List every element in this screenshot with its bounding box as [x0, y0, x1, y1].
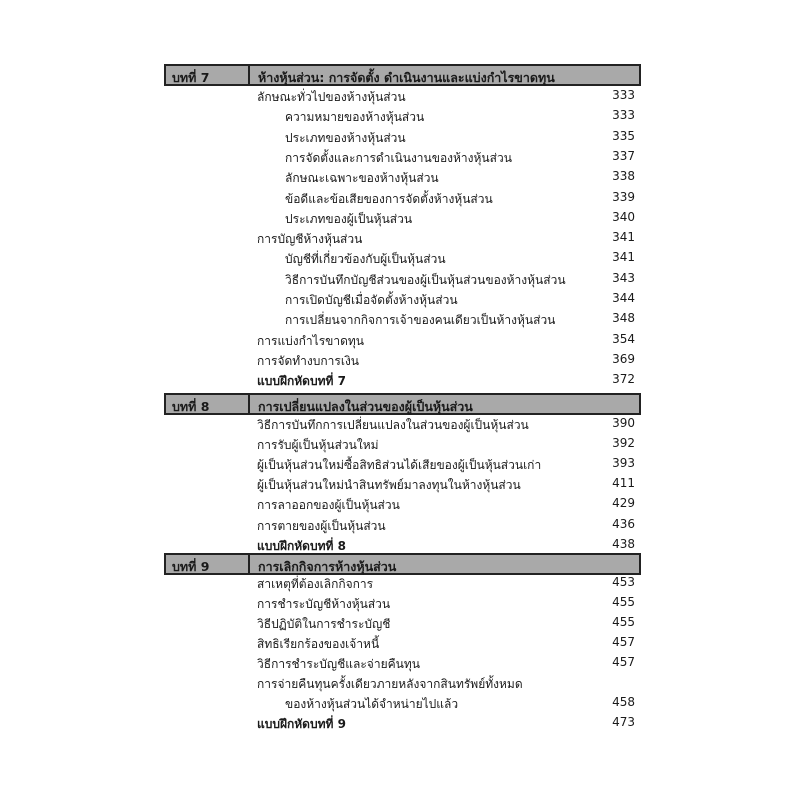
toc-entry — [285, 169, 635, 189]
chapter-number: บทที่ 9 — [172, 559, 210, 574]
entry-label: การบัญชีห้างหุ้นส่วน — [257, 232, 363, 247]
entry-page-number: 337 — [612, 148, 635, 163]
entry-page-number: 429 — [612, 496, 635, 511]
toc-entry — [257, 352, 635, 372]
toc-entry — [285, 149, 635, 169]
entry-page-number: 455 — [612, 615, 635, 629]
chapter-title: การเลิกกิจการห้างหุ้นส่วน — [258, 559, 397, 574]
chapter-header — [164, 393, 641, 415]
entry-label: ของห้างหุ้นส่วนได้จำหน่ายไปแล้ว — [285, 697, 459, 711]
entry-page-number: 333 — [612, 108, 635, 123]
entry-label: การจัดตั้งและการดำเนินงานของห้างหุ้นส่วน — [285, 150, 512, 165]
entry-label: การเปิดบัญชีเมื่อจัดตั้งห้างหุ้นส่วน — [285, 293, 458, 307]
entry-page-number: 411 — [612, 476, 635, 491]
entry-label: บัญชีที่เกี่ยวข้องกับผู้เป็นหุ้นส่วน — [285, 252, 446, 267]
entry-page-number: 457 — [612, 635, 635, 649]
chapter-divider — [248, 555, 250, 573]
entry-label: การรับผู้เป็นหุ้นส่วนใหม่ — [257, 438, 379, 453]
chapter-title: การเปลี่ยนแปลงในส่วนของผู้เป็นหุ้นส่วน — [258, 399, 473, 414]
toc-entry — [285, 190, 635, 210]
entry-page-number: 341 — [612, 250, 635, 265]
entry-label: แบบฝึกหัดบทที่ 8 — [257, 538, 346, 553]
toc-entry — [285, 291, 635, 311]
entry-label: ประเภทของห้างหุ้นส่วน — [285, 130, 406, 145]
toc-entry — [285, 108, 635, 128]
entry-label: การตายของผู้เป็นหุ้นส่วน — [257, 518, 386, 533]
chapter-header — [164, 553, 641, 575]
entry-page-number: 335 — [612, 128, 635, 143]
toc-entry — [257, 517, 635, 537]
entry-page-number: 340 — [612, 209, 635, 224]
entry-page-number: 341 — [612, 230, 635, 245]
toc-entry — [285, 695, 635, 715]
entry-label: แบบฝึกหัดบทที่ 9 — [257, 717, 346, 731]
exercise-entry — [257, 715, 635, 735]
chapter-header — [164, 64, 641, 86]
toc-entry — [285, 311, 635, 331]
entry-label: วิธีการชำระบัญชีและจ่ายคืนทุน — [257, 657, 420, 671]
toc-entry — [257, 476, 635, 496]
entry-label: ผู้เป็นหุ้นส่วนใหม่นำสินทรัพย์มาลงทุนในห้างหุ้นส่วน — [257, 478, 521, 493]
toc-entry — [257, 635, 635, 655]
chapter-divider — [248, 66, 250, 84]
entry-page-number: 436 — [612, 516, 635, 531]
toc-entry — [257, 675, 635, 695]
entry-page-number: 458 — [612, 695, 635, 709]
toc-entry — [285, 129, 635, 149]
entry-label: การจัดทำงบการเงิน — [257, 353, 360, 368]
toc-entry — [285, 271, 635, 291]
entry-label: การจ่ายคืนทุนครั้งเดียวภายหลังจากสินทรัพย์ทั้งหมด — [257, 677, 523, 691]
chapter-number: บทที่ 7 — [172, 70, 210, 85]
entry-page-number: 369 — [612, 351, 635, 366]
entry-label: แบบฝึกหัดบทที่ 7 — [257, 374, 346, 389]
chapter-number: บทที่ 8 — [172, 399, 210, 414]
entry-label: ลักษณะเฉพาะของห้างหุ้นส่วน — [285, 171, 439, 186]
toc-entry — [257, 456, 635, 476]
toc-entry — [257, 416, 635, 436]
entry-label: วิธีปฏิบัติในการชำระบัญชี — [257, 617, 391, 631]
entry-page-number: 338 — [612, 169, 635, 184]
toc-entry — [285, 250, 635, 270]
exercise-entry — [257, 372, 635, 392]
entry-label: การชำระบัญชีห้างหุ้นส่วน — [257, 597, 391, 611]
entry-label: สาเหตุที่ต้องเลิกกิจการ — [257, 577, 374, 591]
entry-label: การแบ่งกำไรขาดทุน — [257, 333, 364, 348]
toc-entry — [285, 210, 635, 230]
entry-page-number: 344 — [612, 291, 635, 305]
entry-label: ความหมายของห้างหุ้นส่วน — [285, 110, 425, 125]
entry-label: ลักษณะทั่วไปของห้างหุ้นส่วน — [257, 90, 406, 104]
chapter-divider — [248, 395, 250, 413]
entry-page-number: 393 — [612, 456, 635, 471]
entry-page-number: 343 — [612, 270, 635, 285]
entry-page-number: 473 — [612, 715, 635, 729]
toc-entry — [257, 332, 635, 352]
entry-label: การลาออกของผู้เป็นหุ้นส่วน — [257, 498, 400, 513]
entry-page-number: 348 — [612, 311, 635, 326]
toc-entry — [257, 496, 635, 516]
toc-entry — [257, 436, 635, 456]
toc-entry — [257, 615, 635, 635]
toc-entry — [257, 230, 635, 250]
chapter-title: ห้างหุ้นส่วน: การจัดตั้ง ดำเนินงานและแบ่งกำไรขาดทุน — [258, 70, 555, 85]
entry-label: วิธีการบันทึกบัญชีส่วนของผู้เป็นหุ้นส่วนของห้างหุ้นส่วน — [285, 272, 566, 287]
entry-page-number: 390 — [612, 416, 635, 430]
toc-entry — [257, 88, 635, 108]
toc-entry — [257, 575, 635, 595]
entry-label: ประเภทของผู้เป็นหุ้นส่วน — [285, 211, 413, 226]
entry-page-number: 438 — [612, 536, 635, 551]
entry-label: ผู้เป็นหุ้นส่วนใหม่ซื้อสิทธิส่วนได้เสียของผู้เป็นหุ้นส่วนเก่า — [257, 458, 542, 473]
entry-label: การเปลี่ยนจากกิจการเจ้าของคนเดียวเป็นห้างหุ้นส่วน — [285, 313, 556, 328]
entry-page-number: 372 — [612, 372, 635, 387]
entry-label: ข้อดีและข้อเสียของการจัดตั้งห้างหุ้นส่วน — [285, 191, 493, 206]
entry-page-number: 455 — [612, 595, 635, 609]
entry-label: สิทธิเรียกร้องของเจ้าหนี้ — [257, 637, 380, 651]
entry-page-number: 339 — [612, 189, 635, 204]
entry-page-number: 333 — [612, 88, 635, 102]
entry-label: วิธีการบันทึกการเปลี่ยนแปลงในส่วนของผู้เป็นหุ้นส่วน — [257, 418, 529, 432]
toc-entry — [257, 595, 635, 615]
entry-page-number: 453 — [612, 575, 635, 589]
entry-page-number: 354 — [612, 331, 635, 346]
toc-entry — [257, 655, 635, 675]
entry-page-number: 457 — [612, 655, 635, 669]
entry-page-number: 392 — [612, 436, 635, 451]
